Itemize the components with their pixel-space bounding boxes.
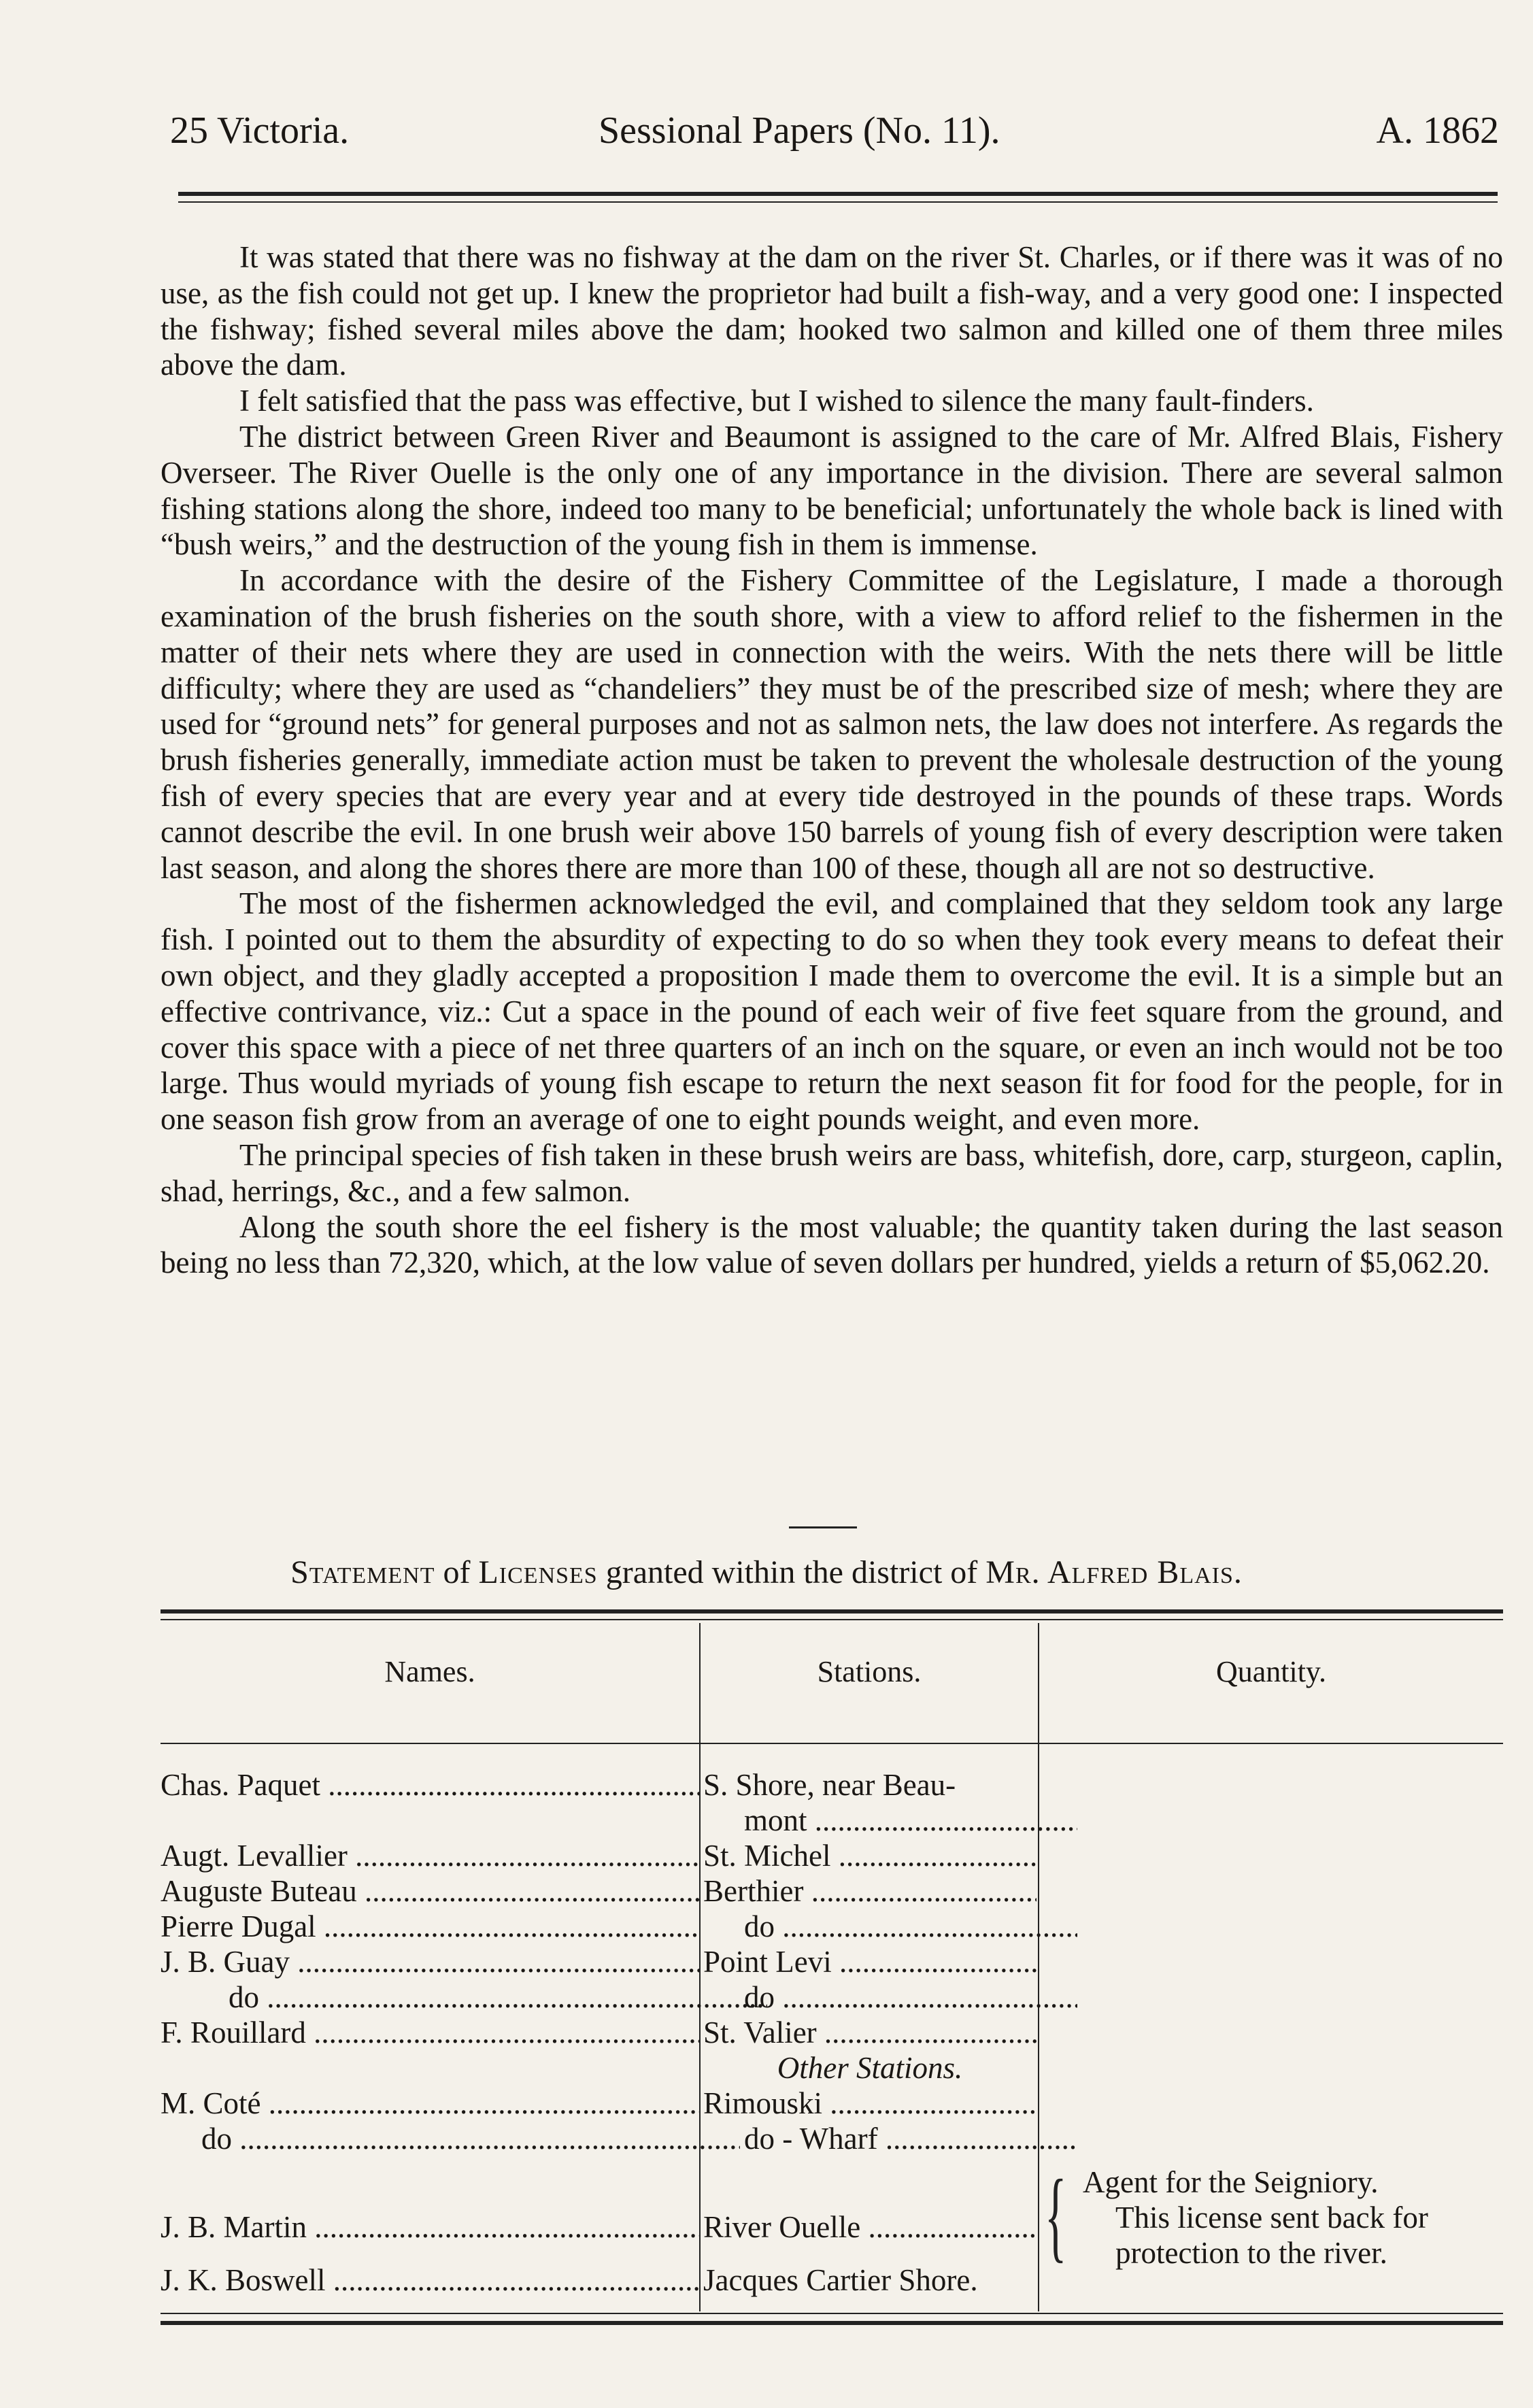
statement-title <box>0 1554 1533 1591</box>
cell-station: Jacques Cartier Shore. <box>703 2263 978 2297</box>
quantity-note-line: protection to the river. <box>1115 2236 1387 2270</box>
cell-name: Chas. Paquet ..... <box>161 1767 699 1803</box>
cell-name: J. B. Martin ..... <box>161 2209 699 2245</box>
table-row <box>161 1979 1038 2015</box>
table-row <box>161 1838 1038 1873</box>
table-bottom-rule-thin <box>161 2313 1503 2314</box>
statement-title-name: Mr. Alfred Blais. <box>986 1554 1243 1590</box>
cell-name: J. K. Boswell ..... <box>161 2262 699 2298</box>
cell-station: Rimouski ..... <box>703 2086 1037 2121</box>
table-top-rule-thick <box>161 1609 1503 1613</box>
brace-symbol: { <box>1045 2159 1067 2272</box>
table-row <box>161 2050 1038 2086</box>
table-row <box>161 2015 1038 2050</box>
statement-title-text: of <box>435 1554 479 1590</box>
cell-station: St. Michel ..... <box>703 1838 1037 1873</box>
cell-name: M. Coté ..... <box>161 2086 699 2121</box>
column-header-names: Names. <box>384 1655 475 1688</box>
table-header-rule <box>161 1743 1503 1744</box>
cell-station: River Ouelle ..... <box>703 2209 1037 2245</box>
cell-name: Pierre Dugal ..... <box>161 1909 699 1944</box>
cell-name: J. B. Guay ..... <box>161 1944 699 1979</box>
cell-station: S. Shore, near Beau- <box>703 1768 956 1802</box>
body-text <box>161 239 1503 1281</box>
table-row-spacer <box>161 2156 1038 2209</box>
paragraph-species: The principal species of fish taken in these brush weirs are bass, whitefish, dore, carp, sturgeon, caplin, shad, herrings, &c., and a few salmon. <box>161 1137 1503 1208</box>
cell-station: Point Levi ..... <box>703 1944 1037 1979</box>
subheading-other-stations: Other Stations. <box>777 2051 963 2085</box>
paragraph-eel-fishery: Along the south shore the eel fishery is the most valuable; the quantity taken during the last season being no less than 72,320, which, at the low value of seven dollars per hundred, yields a return of $5,062.20. <box>161 1209 1503 1280</box>
cell-name: do ..... <box>161 1979 767 2015</box>
paragraph-st-charles: It was stated that there was no fishway at the dam on the river St. Charles, or if there was it was of no use, as the fish could not get up. I knew the proprietor had built a fish-way, and a very good one: I inspected the fishway; fished several miles above the dam; hooked two salmon and killed one of them three miles above the dam. <box>161 240 1503 382</box>
cell-name: Augt. Levallier ..... <box>161 1838 699 1873</box>
table-bottom-rule-thick <box>161 2321 1503 2325</box>
license-table-body <box>161 1767 1038 2298</box>
table-top-rule-thin <box>161 1619 1503 1620</box>
cell-name: Auguste Buteau ..... <box>161 1873 699 1909</box>
table-row <box>161 1767 1038 1803</box>
table-row <box>161 1909 1038 1944</box>
paragraph-district: The district between Green River and Beaumont is assigned to the care of Mr. Alfred Blais, Fishery Overseer. The River Ouelle is the only one of any importance in the division. There are several salmon fishing stations along the shore, indeed too many to be beneficial; unfortunately the whole back is lined with “bush weirs,” and the destruction of the young fish in them is immense. <box>161 419 1503 562</box>
quantity-note-line: This license sent back for <box>1115 2201 1428 2235</box>
quantity-note <box>1045 2159 1504 2272</box>
column-header-quantity: Quantity. <box>1215 1655 1327 1688</box>
paragraph-brush-fisheries: In accordance with the desire of the Fishery Committee of the Legislature, I made a thorough examination of the brush fisheries on the south shore, with a view to afford relief to the fishermen in the matter of their nets where they are used in connection with the weirs. With the nets there will be little difficulty; where they are used as “chandeliers” they must be of the prescribed size of mesh; where they are used for “ground nets” for general purposes and not as salmon nets, the law does not interfere. As regards the brush fisheries generally, immediate action must be taken to prevent the wholesale destruction of the young fish of every species that are every year and at every tide destroyed in the pounds of these traps. Words cannot describe the evil. In one brush weir above 150 barrels of young fish of every description were taken last season, and along the shores there are more than 100 of these, though all are not so destructive. <box>161 563 1503 885</box>
cell-name: F. Rouillard ..... <box>161 2015 699 2050</box>
section-divider <box>789 1526 857 1528</box>
cell-station: do - Wharf ..... <box>703 2121 1077 2156</box>
header-year: A. 1862 <box>1376 110 1499 152</box>
table-row <box>161 2121 1038 2156</box>
column-header-stations: Stations. <box>817 1655 922 1688</box>
table-row <box>161 2209 1038 2262</box>
statement-title-word: Statement <box>290 1554 435 1590</box>
statement-title-word: Licenses <box>478 1554 598 1590</box>
table-column-divider <box>1038 1623 1039 2311</box>
cell-station: Berthier ..... <box>703 1873 1037 1909</box>
cell-station: St. Valier ..... <box>703 2015 1037 2050</box>
cell-station: mont ..... <box>703 1803 1077 1838</box>
header-session: 25 Victoria. <box>170 110 350 152</box>
table-row <box>161 1803 1038 1838</box>
paragraph-fishermen: The most of the fishermen acknowledged the evil, and complained that they seldom took any large fish. I pointed out to them the absurdity of expecting to do so when they took every means to defeat their own object, and they gladly accepted a proposition I made them to overcome the evil. It is a simple but an effective contrivance, viz.: Cut a space in the pound of each weir of five feet square from the ground, and cover this space with a piece of net three quarters of an inch on the square, or even an inch would not be too large. Thus would myriads of young fish escape to return the next season fit for food for the people, for in one season fish grow from an average of one to eight pounds weight, and even more. <box>161 886 1503 1137</box>
table-row <box>161 2086 1038 2121</box>
quantity-note-line: Agent for the Seigniory. <box>1083 2165 1379 2199</box>
cell-station: do ..... <box>703 1979 1077 2015</box>
table-row <box>161 2262 1038 2298</box>
paragraph-pass-effective: I felt satisfied that the pass was effective, but I wished to silence the many fault-finders. <box>239 384 1314 418</box>
header-title: Sessional Papers (No. 11). <box>599 110 1000 152</box>
header-rule-thick <box>178 192 1498 196</box>
header-rule-thin <box>178 201 1498 203</box>
cell-station: do ..... <box>703 1909 1077 1944</box>
statement-title-text: granted within the district of <box>597 1554 986 1590</box>
cell-name: do ..... <box>161 2121 740 2156</box>
table-row <box>161 1873 1038 1909</box>
table-row <box>161 1944 1038 1979</box>
